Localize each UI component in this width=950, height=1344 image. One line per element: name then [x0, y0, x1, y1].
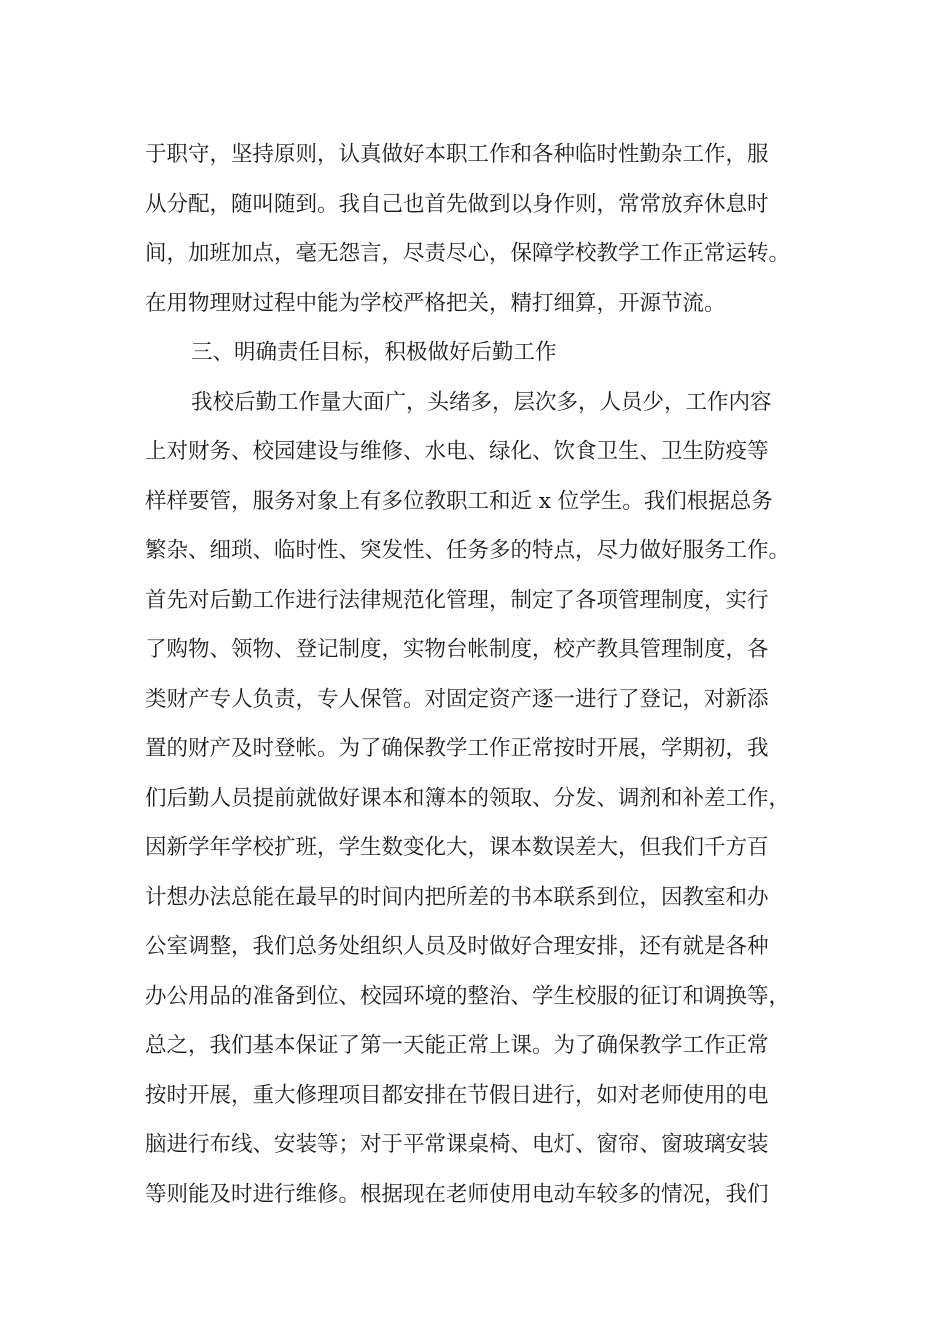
- section-heading: 三、明确责任目标，积极做好后勤工作: [191, 340, 557, 365]
- text-line: 首先对后勤工作进行法律规范化管理，制定了各项管理制度，实行: [145, 587, 769, 613]
- text-line: 类财产专人负责，专人保管。对固定资产逐一进行了登记，对新添: [145, 686, 769, 712]
- text-line: 们后勤人员提前就做好课本和簿本的领取、分发、调剂和补差工作，: [145, 785, 791, 811]
- text-line: 从分配，随叫随到。我自己也首先做到以身作则，常常放弃休息时: [145, 191, 769, 217]
- text-line: 上对财务、校园建设与维修、水电、绿化、饮食卫生、卫生防疫等: [145, 439, 769, 464]
- text-line: 计想办法总能在最早的时间内把所差的书本联系到位，因教室和办: [145, 884, 769, 910]
- text-line: 了购物、领物、登记制度，实物台帐制度，校产教具管理制度，各: [145, 637, 769, 662]
- text-line: 办公用品的准备到位、校园环境的整治、学生校服的征订和调换等，: [145, 983, 791, 1009]
- text-line: 样样要管，服务对象上有多位教职工和近 x 位学生。我们根据总务: [145, 488, 773, 514]
- text-line: 总之，我们基本保证了第一天能正常上课。为了确保教学工作正常: [145, 1033, 769, 1058]
- text-line: 因新学年学校扩班，学生数变化大，课本数误差大，但我们千方百: [145, 835, 769, 860]
- document-body: [145, 130, 835, 1219]
- text-line: 间，加班加点，毫无怨言，尽责尽心，保障学校教学工作正常运转。: [145, 241, 791, 266]
- text-line: 公室调整，我们总务处组织人员及时做好合理安排，还有就是各种: [145, 934, 769, 959]
- text-line: 按时开展，重大修理项目都安排在节假日进行，如对老师使用的电: [145, 1082, 769, 1108]
- text-line: 繁杂、细琐、临时性、突发性、任务多的特点，尽力做好服务工作。: [145, 538, 791, 563]
- text-line: 在用物理财过程中能为学校严格把关，精打细算，开源节流。: [145, 290, 726, 316]
- paragraph-first-line: 我校后勤工作量大面广，头绪多，层次多，人员少，工作内容: [191, 389, 772, 415]
- text-line: 脑进行布线、安装等；对于平常课桌椅、电灯、窗帘、窗玻璃安装: [145, 1132, 769, 1157]
- text-line: 等则能及时进行维修。根据现在老师使用电动车较多的情况，我们: [145, 1181, 769, 1207]
- text-line: 置的财产及时登帐。为了确保教学工作正常按时开展，学期初，我: [145, 736, 769, 761]
- text-line: 于职守，坚持原则，认真做好本职工作和各种临时性勤杂工作，服: [145, 142, 769, 167]
